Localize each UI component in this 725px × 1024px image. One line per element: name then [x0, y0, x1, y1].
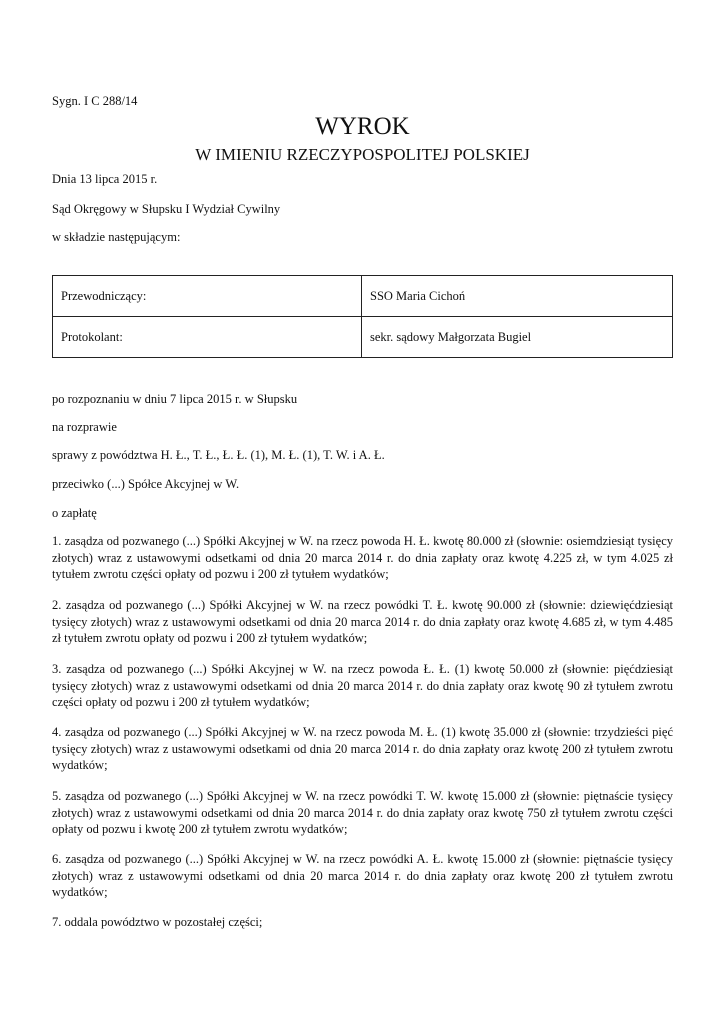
ruling-point: 6. zasądza od pozwanego (...) Spółki Akcyjnej w W. na rzecz powódki A. Ł. kwotę 15.000 zł (słownie: piętnaście tysięcy złotych) wraz z ustawowymi odsetkami od dnia 20 marca 2014 r. do dnia zapłaty oraz kwotę 200 zł tytułem zwrotu wydatków;: [52, 852, 673, 899]
proceedings-hearing-date: po rozpoznaniu w dniu 7 lipca 2015 r. w Słupsku: [52, 392, 298, 406]
table-row: [53, 276, 673, 317]
court-name: Sąd Okręgowy w Słupsku I Wydział Cywilny: [52, 202, 281, 216]
panel-role-presiding: Przewodniczący:: [53, 276, 362, 317]
ruling-point: 1. zasądza od pozwanego (...) Spółki Akcyjnej w W. na rzecz powoda H. Ł. kwotę 80.000 zł (słownie: osiemdziesiąt tysięcy złotych) wraz z ustawowymi odsetkami od dnia 20 marca 2014 r. do dnia zapłaty oraz kwotę 4.225 zł, w tym 4.025 zł tytułem zwrotu części opłaty od pozwu i 200 zł tytułem wydatków;: [52, 534, 673, 581]
table-row: [53, 317, 673, 358]
ruling-point: 2. zasądza od pozwanego (...) Spółki Akcyjnej w W. na rzecz powódki T. Ł. kwotę 90.000 zł (słownie: dziewięćdziesiąt tysięcy złotych) wraz z ustawowymi odsetkami od dnia 20 marca 2014 r. do dnia zapłaty oraz kwotę 4.685 zł, w tym 4.485 zł tytułem zwrotu opłaty od pozwu i 200 zł tytułem wydatków;: [52, 598, 673, 645]
judgment-date: Dnia 13 lipca 2015 r.: [52, 172, 158, 186]
proceedings-type: na rozprawie: [52, 420, 117, 434]
panel-person-presiding: SSO Maria Cichoń: [362, 276, 673, 317]
panel-person-clerk: sekr. sądowy Małgorzata Bugiel: [362, 317, 673, 358]
composition-intro: w składzie następującym:: [52, 230, 181, 244]
ruling-point: 5. zasądza od pozwanego (...) Spółki Akcyjnej w W. na rzecz powódki T. W. kwotę 15.000 zł (słownie: piętnaście tysięcy złotych) wraz z ustawowymi odsetkami od dnia 20 marca 2014 r. do dnia zapłaty oraz kwotę 750 zł tytułem zwrotu części opłaty od pozwu i kwotę 200 zł tytułem zwrotu wydatków;: [52, 789, 673, 836]
case-signature: Sygn. I C 288/14: [52, 94, 138, 108]
court-panel-table: [52, 275, 673, 358]
proceedings-defendant: przeciwko (...) Spółce Akcyjnej w W.: [52, 477, 240, 491]
judgment-subtitle-text: W IMIENIU RZECZYPOSPOLITEJ POLSKIEJ: [195, 145, 530, 164]
proceedings-plaintiffs: sprawy z powództwa H. Ł., T. Ł., Ł. Ł. (1), M. Ł. (1), T. W. i A. Ł.: [52, 448, 385, 462]
ruling-point: 7. oddala powództwo w pozostałej części;: [52, 915, 263, 929]
judgment-subtitle: [0, 145, 725, 165]
judgment-title: [0, 113, 725, 141]
ruling-point: 3. zasądza od pozwanego (...) Spółki Akcyjnej w W. na rzecz powoda Ł. Ł. (1) kwotę 50.000 zł (słownie: pięćdziesiąt tysięcy złotych) wraz z ustawowymi odsetkami od dnia 20 marca 2014 r. do dnia zapłaty oraz kwotę 90 zł tytułem zwrotu części opłaty od pozwu i 200 zł tytułem wydatków;: [52, 662, 673, 709]
ruling-point: 4. zasądza od pozwanego (...) Spółki Akcyjnej w W. na rzecz powoda M. Ł. (1) kwotę 35.000 zł (słownie: trzydzieści pięć tysięcy złotych) wraz z ustawowymi odsetkami od dnia 20 marca 2014 r. do dnia zapłaty oraz kwotę 200 zł tytułem zwrotu wydatków;: [52, 725, 673, 772]
proceedings-subject: o zapłatę: [52, 506, 97, 520]
judgment-title-text: WYROK: [315, 113, 410, 140]
panel-role-clerk: Protokolant:: [53, 317, 362, 358]
